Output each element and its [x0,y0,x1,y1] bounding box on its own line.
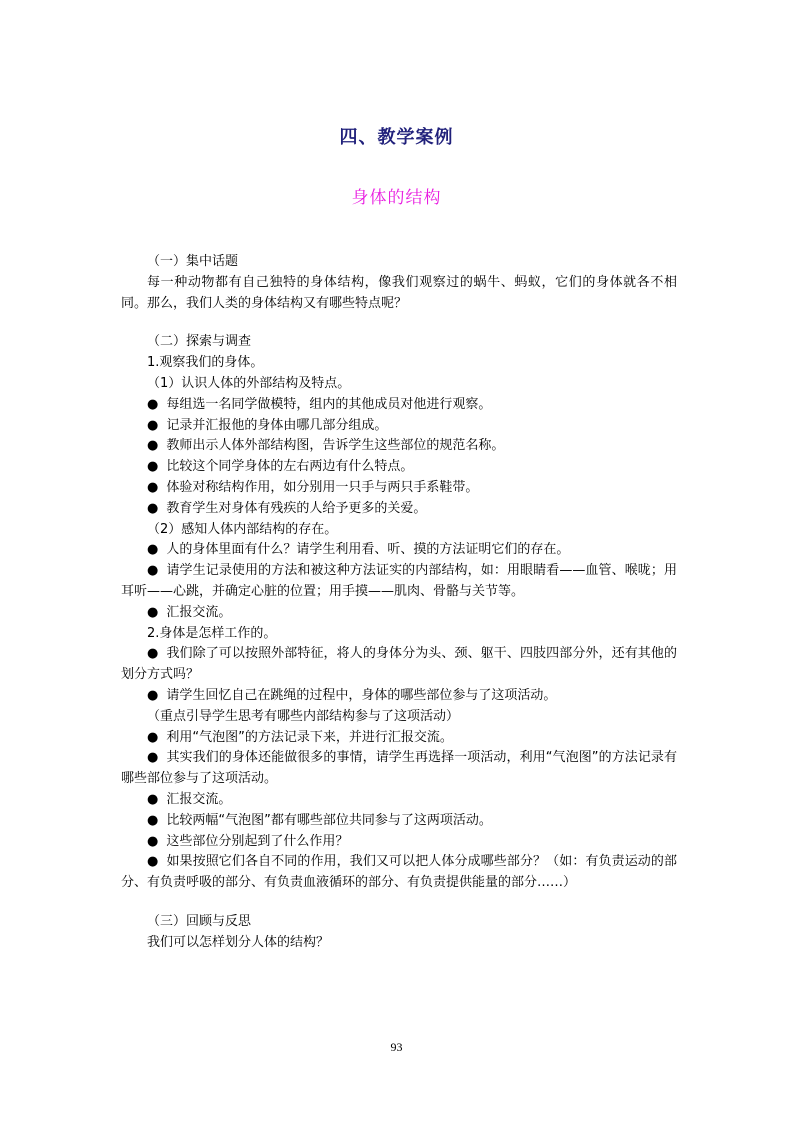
bullet-icon: ● [147,812,159,828]
lesson-title: 身体的结构 [351,188,442,208]
subsection-observe-body: 1.观察我们的身体。 [147,355,264,371]
bullet-icon: ● [147,854,159,870]
teacher-note: （重点引导学生思考有哪些内部结构参与了这项活动） [147,708,460,724]
bullet-list-body-work-1 [121,644,677,706]
bullet-icon: ● [147,542,159,558]
subsection-how-body-works: 2.身体是怎样工作的。 [147,625,277,641]
bullet-item [121,748,677,790]
bullet-item [121,832,677,853]
bullet-item [121,603,677,624]
bullet-item [121,644,677,686]
bullet-item [121,811,677,832]
page-number: 93 [390,1040,403,1054]
bullet-item [121,478,677,499]
bullet-icon: ● [147,750,159,766]
section-review-paragraph: 我们可以怎样划分人体的结构？ [147,934,330,950]
bullet-icon: ● [147,459,159,475]
bullet-icon: ● [147,563,159,579]
bullet-icon: ● [147,500,159,516]
bullet-text: 我们除了可以按照外部特征，将人的身体分为头、颈、躯干、四肢四部分外，还有其他的划分方式吗？ [121,646,677,683]
bullet-text: 教育学生对身体有残疾的人给予更多的关爱。 [166,500,427,516]
bullet-icon: ● [147,438,159,454]
bullet-icon: ● [147,479,159,495]
bullet-text: 比较两幅“气泡图”都有哪些部位共同参与了这两项活动。 [166,812,492,828]
bullet-item [121,852,677,894]
bullet-icon: ● [147,729,159,745]
bullet-text: 请学生记录使用的方法和被这种方法证实的内部结构，如：用眼睛看——血管、喉咙；用耳听——心跳，并确定心脏的位置；用手摸——肌肉、骨骼与关节等。 [121,563,677,599]
subsection-external-structure: （1）认识人体的外部结构及特点。 [147,375,351,391]
bullet-text: 汇报交流。 [166,604,232,620]
bullet-text: 记录并汇报他的身体由哪几部分组成。 [166,417,388,433]
bullet-icon: ● [147,604,159,620]
page-title: 四、教学案例 [339,127,454,148]
section-heading-review: （三）回顾与反思 [147,913,252,929]
bullet-item [121,395,677,416]
bullet-item [121,790,677,811]
bullet-item [121,436,677,457]
bullet-icon: ● [147,833,159,849]
bullet-text: 教师出示人体外部结构图，告诉学生这些部位的规范名称。 [166,438,505,454]
bullet-text: 利用“气泡图”的方法记录下来，并进行汇报交流。 [166,729,453,745]
bullet-text: 其实我们的身体还能做很多的事情，请学生再选择一项活动，利用“气泡图”的方法记录有哪些部位参与了这项活动。 [121,750,678,787]
bullet-text: 汇报交流。 [166,791,232,807]
bullet-item [121,686,677,707]
bullet-icon: ● [147,396,159,412]
bullet-text: 请学生回忆自己在跳绳的过程中，身体的哪些部位参与了这项活动。 [166,687,557,703]
lesson-body [121,252,677,954]
bullet-list-external [121,395,677,520]
bullet-icon: ● [147,417,159,433]
section-heading-focus: （一）集中话题 [147,254,239,269]
bullet-text: 比较这个同学身体的左右两边有什么特点。 [166,459,414,475]
bullet-text: 这些部位分别起到了什么作用？ [166,833,349,849]
bullet-text: 体验对称结构作用，如分别用一只手与两只手系鞋带。 [166,479,479,495]
bullet-list-internal [121,540,677,623]
bullet-text: 如果按照它们各自不同的作用，我们又可以把人体分成哪些部分？（如：有负责运动的部分、有负责呼吸的部分、有负责血液循环的部分、有负责提供能量的部分……） [121,854,677,891]
bullet-item [121,499,677,520]
bullet-item [121,561,677,603]
bullet-item [121,540,677,561]
bullet-text: 每组选一名同学做模特，组内的其他成员对他进行观察。 [166,396,492,412]
bullet-list-body-work-2 [121,728,677,894]
bullet-icon: ● [147,646,159,662]
bullet-item [121,457,677,478]
section-focus-paragraph: 每一种动物都有自己独特的身体结构，像我们观察过的蜗牛、蚂蚁，它们的身体就各不相同。那么，我们人类的身体结构又有哪些特点呢？ [121,274,677,311]
bullet-icon: ● [147,791,159,807]
section-heading-explore: （二）探索与调查 [147,334,252,350]
bullet-icon: ● [147,687,159,703]
bullet-item [121,416,677,437]
subsection-internal-structure: （2）感知人体内部结构的存在。 [147,521,338,537]
bullet-item [121,728,677,749]
bullet-text: 人的身体里面有什么？请学生利用看、听、摸的方法证明它们的存在。 [166,542,570,558]
